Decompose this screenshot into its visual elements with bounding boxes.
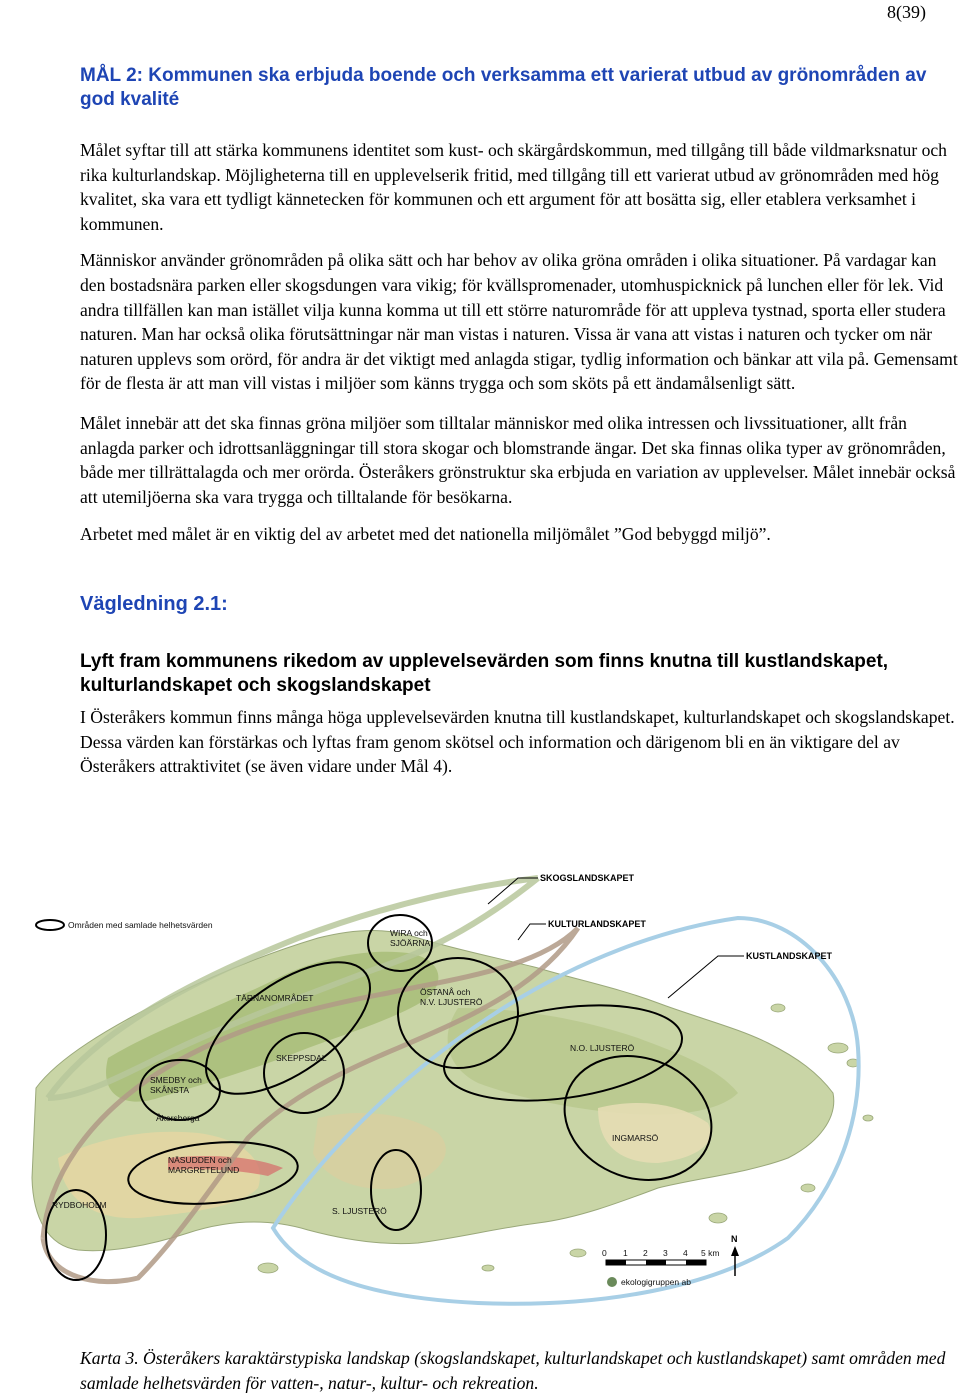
label-forest-landscape: SKOGSLANDSKAPET <box>540 873 635 883</box>
place-ostana-2: N.V. LJUSTERÖ <box>420 997 483 1007</box>
place-no-ljustero: N.O. LJUSTERÖ <box>570 1043 635 1053</box>
scale-tick-3: 3 <box>663 1248 668 1258</box>
scale-bar <box>602 1248 719 1265</box>
place-smedby-2: SKÅNSTA <box>150 1085 190 1095</box>
map-caption: Karta 3. Österåkers karaktärstypiska landskap (skogslandskapet, kulturlandskapet och kustlandskapet) samt områden med samlade helhetsvärden för vatten-, natur-, kultur- och rekreation. <box>80 1348 946 1393</box>
document-body <box>80 64 958 779</box>
legend-symbol <box>36 920 64 930</box>
legend-label: Områden med samlade helhetsvärden <box>68 920 213 930</box>
page-number: 8(39) <box>887 2 926 22</box>
label-coast-landscape: KUSTLANDSKAPET <box>746 951 833 961</box>
place-nasudden-2: MARGRETELUND <box>168 1165 240 1175</box>
goal-title: Kommunen ska erbjuda boende och verksamma ett varierat utbud av grönområden av god kvalité <box>80 65 927 110</box>
scale-tick-0: 0 <box>602 1248 607 1258</box>
paragraph-goal-meaning: Målet innebär att det ska finnas gröna miljöer som tilltalar människor med olika intressen och livssituationer, allt från anlagda parker och idrottsanläggningar till stora skogar och blomstrande ängar. Det ska finnas olika typer av grönområden, både mer tillrättalagda och mer orörda. Österåkers grönstruktur ska erbjuda en variation av upplevelser. Målet innebär också att utemiljöerna ska vara trygga och tilltalande för besökarna. <box>80 412 956 507</box>
paragraph-usage: Människor använder grönområden på olika sätt och har behov av olika gröna områden i olika situationer. På vardagar kan den bostadsnära parken eller skogsdungen vara vikig; för kvällspromenader, utomhuspicknick på lunchen eller för lek. Vid andra tillfällen kan man istället vilja kunna komma ut till ett större naturområde för att uppleva tystnad, sporta eller studera naturen. Man har också olika förutsättningar när man vistas i naturen. Vissa är vana att vistas i naturen och tycker om när naturen upplevs som orörd, för andra är det viktigt med anlagda stigar, tydlig information och bänkar att vila på. Gemensamt för de flesta är att man vill vistas i miljöer som känns trygga och som sköts på ett ändamålsenligt sätt. <box>80 250 958 394</box>
place-tarna: TÄRNANOMRÅDET <box>236 993 314 1003</box>
scale-tick-1: 1 <box>623 1248 628 1258</box>
place-akersberga: Åkersberga <box>156 1113 200 1123</box>
credit-logo <box>607 1277 691 1287</box>
scale-tick-2: 2 <box>643 1248 648 1258</box>
goal-prefix: MÅL 2: <box>80 65 143 86</box>
guidance-heading: Vägledning 2.1: <box>80 592 228 615</box>
paragraph-national-goal: Arbetet med målet är en viktig del av arbetet med det nationella miljömålet ”God bebyggd miljö”. <box>80 524 771 545</box>
credit-text: ekologigruppen ab <box>621 1277 691 1287</box>
place-skepps: SKEPPSDAL <box>276 1053 327 1063</box>
place-nasudden-1: NÄSUDDEN och <box>168 1155 232 1165</box>
place-rydboholm: RYDBOHOLM <box>52 1200 107 1210</box>
map-svg <box>18 858 958 1308</box>
landscape-map <box>18 858 958 1308</box>
guidance-text: I Österåkers kommun finns många höga upplevelsevärden knutna till kustlandskapet, kulturlandskapet och skogslandskapet. Dessa värden kan förstärkas och lyftas fram genom skötsel och information och därigenom bli en än viktigare del av Österåkers attraktivitet (se även vidare under Mål 4). <box>80 706 955 777</box>
place-smedby-1: SMEDBY och <box>150 1075 202 1085</box>
scale-tick-4: 4 <box>683 1248 688 1258</box>
label-culture-landscape: KULTURLANDSKAPET <box>548 919 646 929</box>
place-s-ljustero: S. LJUSTERÖ <box>332 1206 387 1216</box>
place-wira-2: SJÖÄRNA <box>390 938 431 948</box>
guidance-subheading: Lyft fram kommunens rikedom av upplevelsevärden som finns knutna till kustlandskapet, kulturlandskapet och skogslandskapet <box>80 650 889 696</box>
place-ingmarso: INGMARSÖ <box>612 1133 659 1143</box>
goal-heading <box>80 64 958 112</box>
scale-tick-5: 5 km <box>701 1248 720 1258</box>
place-ostana-1: ÖSTANÅ och <box>420 987 471 997</box>
paragraph-intro: Målet syftar till att stärka kommunens identitet som kust- och skärgårdskommun, med tillgång till både vildmarksnatur och rika kulturlandskap. Möjligheterna till en upplevelserik fritid, med tillgång till ett varierat utbud av grönområden med hög kvalitet, ska vara ett tydligt kännetecken för kommunen och ett argument för att bosätta sig, eller etablera verksamhet i kommunen. <box>80 140 947 234</box>
place-wira-1: WIRA och <box>390 928 428 938</box>
north-label: N <box>731 1234 738 1244</box>
